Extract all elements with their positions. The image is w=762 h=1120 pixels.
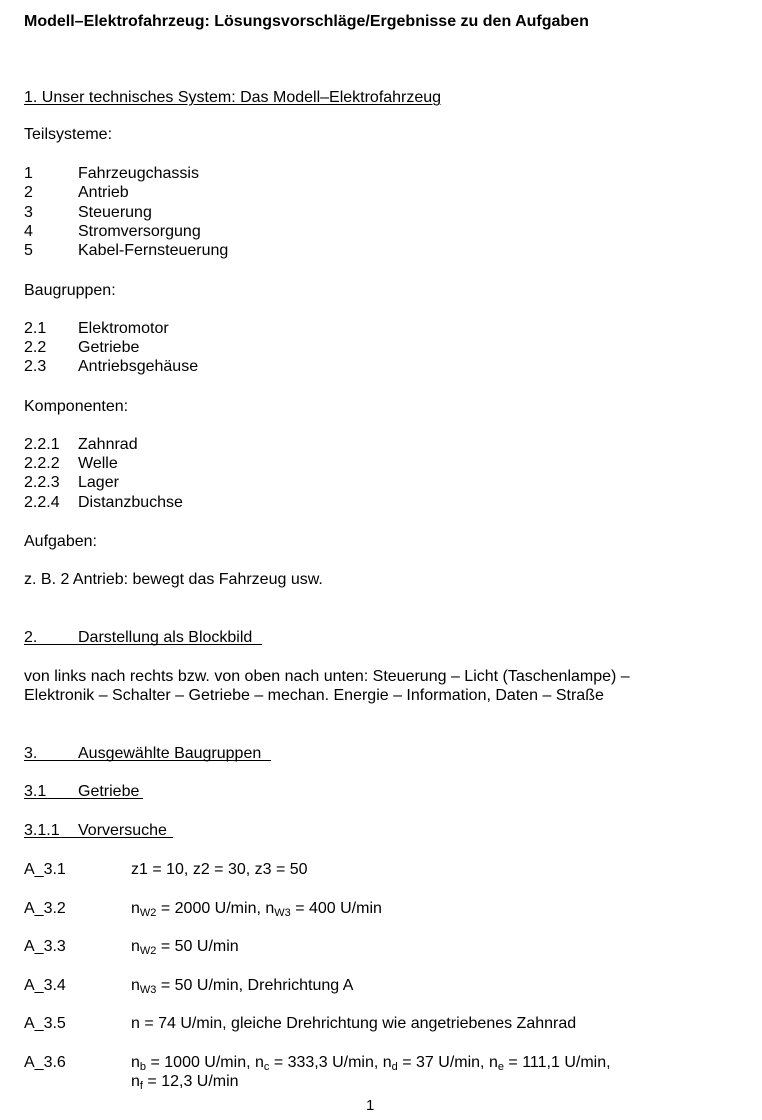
item-label: Lager — [78, 474, 119, 491]
subscript: W2 — [139, 945, 157, 957]
item-number: 2.2.1 — [24, 436, 60, 453]
document-title: Modell–Elektrofahrzeug: Lösungsvorschläge/Ergebnisse zu den Aufgaben — [24, 13, 589, 30]
task-id: A_3.1 — [24, 861, 66, 878]
task-answer — [131, 976, 353, 995]
text-run: n — [131, 1054, 140, 1071]
task-answer — [131, 899, 382, 918]
text-run: = 12,3 U/min — [142, 1073, 239, 1090]
section-number: 3.1 — [24, 783, 47, 800]
text-run: = 2000 U/min, n — [156, 900, 275, 917]
item-label: Steuerung — [78, 204, 152, 221]
item-number: 2.2 — [24, 339, 47, 356]
task-id: A_3.5 — [24, 1015, 66, 1032]
baugruppen-label: Baugruppen: — [24, 282, 116, 299]
item-label: Elektromotor — [78, 320, 169, 337]
item-label: Welle — [78, 455, 118, 472]
section-number: 2. — [24, 629, 38, 646]
item-number: 2 — [24, 184, 33, 201]
item-label: Kabel-Fernsteuerung — [78, 242, 229, 259]
subscript: f — [139, 1080, 143, 1092]
task-answer: n = 74 U/min, gleiche Drehrichtung wie angetriebenes Zahnrad — [131, 1015, 577, 1032]
section-title: Vorversuche — [78, 822, 167, 839]
task-answer — [131, 1072, 239, 1091]
teilsysteme-label: Teilsysteme: — [24, 126, 113, 143]
text-run: = 333,3 U/min, n — [269, 1054, 392, 1071]
item-number: 2.3 — [24, 358, 47, 375]
text-run: n — [131, 977, 140, 994]
subscript: d — [391, 1061, 398, 1073]
section-1-heading: 1. Unser technisches System: Das Modell–Elektrofahrzeug — [24, 89, 442, 106]
item-label: Stromversorgung — [78, 223, 201, 240]
item-number: 2.1 — [24, 320, 47, 337]
section-title: Getriebe — [78, 783, 140, 800]
item-number: 4 — [24, 223, 33, 240]
task-answer — [131, 937, 239, 956]
text-run: = 111,1 U/min, — [503, 1054, 611, 1071]
item-label: Antrieb — [78, 184, 129, 201]
text-run: n — [131, 1073, 140, 1090]
item-label: Fahrzeugchassis — [78, 165, 199, 182]
section-number: 3. — [24, 745, 38, 762]
task-answer: z1 = 10, z2 = 30, z3 = 50 — [131, 861, 308, 878]
text-run: = 400 U/min — [290, 900, 382, 917]
item-label: Distanzbuchse — [78, 494, 183, 511]
task-id: A_3.4 — [24, 977, 66, 994]
item-number: 5 — [24, 242, 33, 259]
task-answer — [131, 1053, 611, 1072]
subscript: c — [263, 1061, 270, 1073]
item-number: 2.2.2 — [24, 455, 60, 472]
text-run: = 1000 U/min, n — [146, 1054, 264, 1071]
item-number: 2.2.4 — [24, 494, 60, 511]
task-id: A_3.2 — [24, 900, 66, 917]
section-number: 3.1.1 — [24, 822, 60, 839]
item-label: Getriebe — [78, 339, 140, 356]
item-number: 1 — [24, 165, 33, 182]
komponenten-label: Komponenten: — [24, 398, 129, 415]
aufgaben-label: Aufgaben: — [24, 533, 97, 550]
item-number: 2.2.3 — [24, 474, 60, 491]
text-run: = 50 U/min — [156, 938, 239, 955]
subscript: W2 — [139, 907, 157, 919]
text-run: n — [131, 900, 140, 917]
aufgaben-text: z. B. 2 Antrieb: bewegt das Fahrzeug usw. — [24, 571, 323, 588]
section-title: Darstellung als Blockbild — [78, 629, 253, 646]
text-run: = 50 U/min, Drehrichtung A — [156, 977, 354, 994]
item-number: 3 — [24, 204, 33, 221]
task-id: A_3.6 — [24, 1054, 66, 1071]
task-id: A_3.3 — [24, 938, 66, 955]
text-run: n — [131, 938, 140, 955]
blockbild-line-1: von links nach rechts bzw. von oben nach unten: Steuerung – Licht (Taschenlampe) – — [24, 668, 630, 685]
item-label: Antriebsgehäuse — [78, 358, 199, 375]
blockbild-line-2: Elektronik – Schalter – Getriebe – mechan. Energie – Information, Daten – Straße — [24, 687, 604, 704]
subscript: W3 — [139, 984, 157, 996]
text-run: = 37 U/min, n — [397, 1054, 498, 1071]
page-number: 1 — [366, 1097, 375, 1114]
subscript: e — [497, 1061, 504, 1073]
item-label: Zahnrad — [78, 436, 138, 453]
subscript: b — [139, 1061, 147, 1073]
subscript: W3 — [274, 907, 291, 919]
section-title: Ausgewählte Baugruppen — [78, 745, 262, 762]
